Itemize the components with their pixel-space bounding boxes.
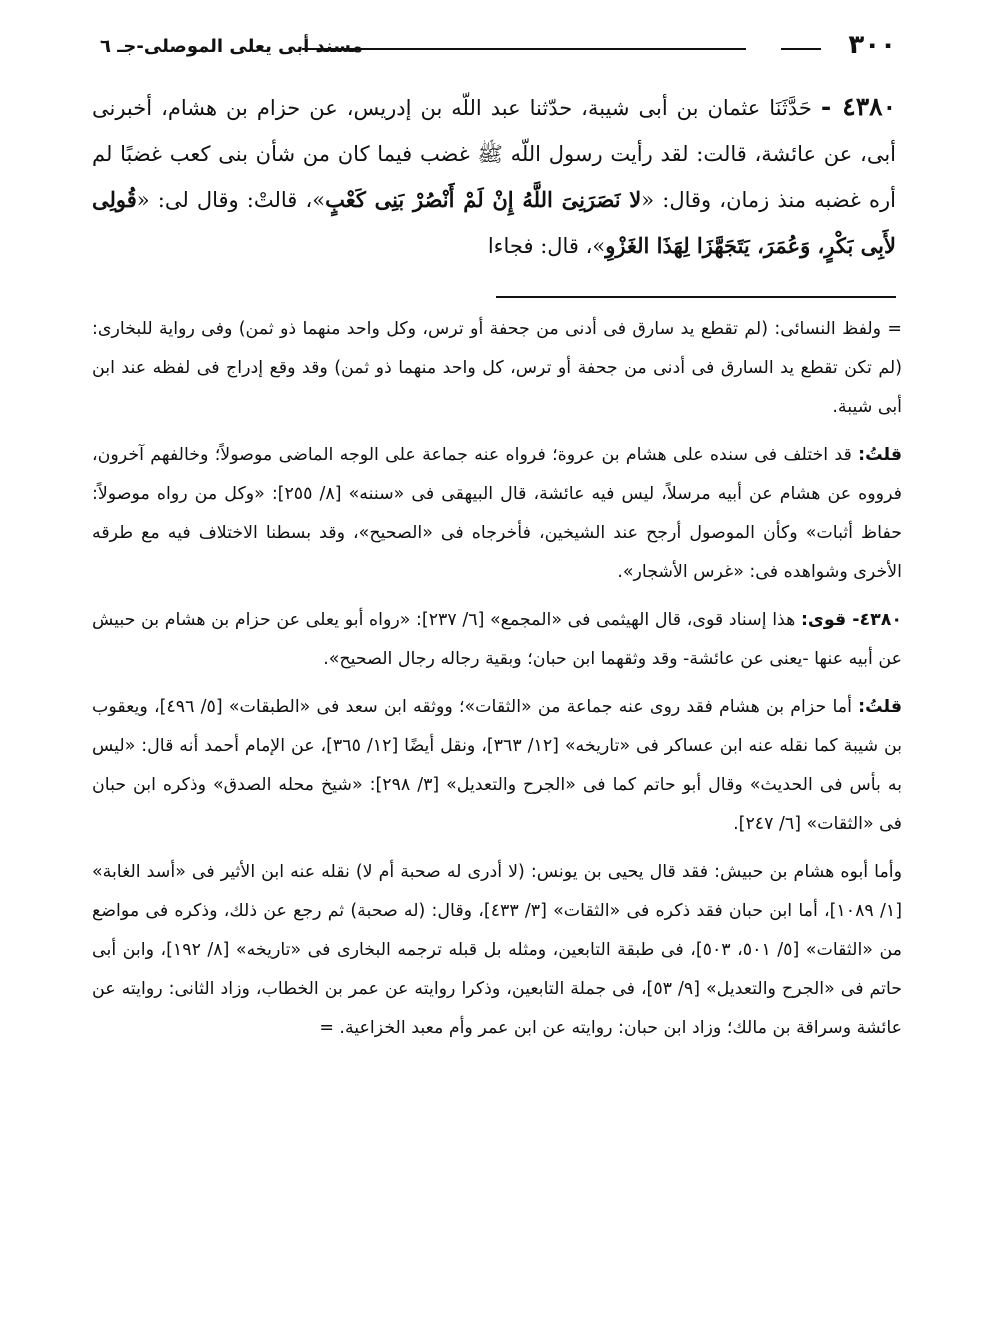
footnote-label: قلتُ: xyxy=(858,445,902,465)
header-rule xyxy=(302,48,746,50)
footnote-separator xyxy=(496,296,896,298)
footnote-paragraph xyxy=(92,310,902,427)
hadith-text xyxy=(92,84,896,269)
footnote-paragraph xyxy=(92,601,902,679)
footnote-paragraph xyxy=(92,436,902,592)
header-rule-short xyxy=(781,48,821,50)
footnotes xyxy=(92,310,902,1057)
prophet-quote-1: لا نَصَرَنِىَ اللَّهُ إِنْ لَمْ أَنْصُرْ بَنِى كَعْبٍ xyxy=(325,187,642,212)
book-title: مسند أبى يعلى الموصلى-جـ ٦ xyxy=(100,36,363,57)
hadith-chain: حَدَّثَنَا عثمان بن أبى شيبة، حدّثنا عبد اللّه بن إدريس، عن حزام بن هشام، أخبرنى أبى، عن عائشة، قالت: لقد رأيت رسول اللّه ﷺ غضب فيما كان من شأن بنى كعب غضبًا لم أره غضبه منذ زمان، وقال: « xyxy=(92,96,896,212)
page-number: ٣٠٠ xyxy=(848,30,896,60)
hadith-number: ٤٣٨٠ - xyxy=(820,92,896,121)
prophet-quote-2: قُولِى لأَبِى بَكْرٍ، وَعُمَرَ، يَتَجَهَّزَا لِهَذَا الغَزْوِ xyxy=(92,187,896,258)
footnote-text: = ولفظ النسائى: (لم تقطع يد سارق فى أدنى من جحفة أو ترس، وكل واحد منهما ذو ثمن) وفى رواية للبخارى: (لم تكن تقطع يد السارق فى أدنى من جحفة أو ترس، كل واحد منهما ذو ثمن) وقد وقع إدراج فى لفظه عند ابن أبى شيبة. xyxy=(92,319,902,417)
hadith-ending: »، قال: فجاءا xyxy=(487,234,606,258)
footnote-text: وأما أبوه هشام بن حبيش: فقد قال يحيى بن يونس: (لا أدرى له صحبة أم لا) نقله عنه ابن الأثير فى «أسد الغابة» [١/ ١٠٨٩]، أما ابن حبان فقد ذكره فى «الثقات» [٣/ ٤٣٣]، وقال: (له صحبة) ثم رجع عن ذلك، وذكره فى مواضع من «الثقات» [٥/ ٥٠١، ٥٠٣]، فى طبقة التابعين، ومثله بل قبله ترجمه البخارى فى «تاريخه» [٨/ ١٩٢]، وابن أبى حاتم فى «الجرح والتعديل» [٩/ ٥٣]، فى جملة التابعين، وذكرا روايته عن عمر بن الخطاب، وزاد الثانى: روايته عن عائشة وسراقة بن مالك؛ وزاد ابن حبان: روايته عن ابن عمر وأم معبد الخزاعية. = xyxy=(92,862,903,1038)
footnote-text: هذا إسناد قوى، قال الهيثمى فى «المجمع» [٦/ ٢٣٧]: «رواه أبو يعلى عن حزام بن هشام بن حبيش عن أبيه عنها -يعنى عن عائشة- وقد وثقهما ابن حبان؛ وبقية رجاله رجال الصحيح». xyxy=(92,610,902,669)
footnote-label: ٤٣٨٠- قوى: xyxy=(800,610,902,630)
footnote-label: قلتُ: xyxy=(858,697,902,717)
hadith-continuation: »، قالتْ: وقال لى: « xyxy=(136,188,326,212)
footnote-text: قد اختلف فى سنده على هشام بن عروة؛ فرواه عنه جماعة على الوجه الماضى موصولاً؛ وخالفهم آخرون، فرووه عن هشام عن أبيه مرسلاً، ليس فيه عائشة، قال البيهقى فى «سننه» [٨/ ٢٥٥]: «وكل من رواه موصولاً: حفاظ أثبات» وكأن الموصول أرجح عند الشيخين، فأخرجاه فى «الصحيح»، وقد بسطنا الاختلاف فيه مع طرقه الأخرى وشواهده فى: «غرس الأشجار». xyxy=(92,445,902,582)
footnote-paragraph xyxy=(92,853,902,1048)
running-header xyxy=(92,30,896,64)
hadith-paragraph xyxy=(92,84,896,269)
footnote-paragraph xyxy=(92,688,902,844)
footnote-text: أما حزام بن هشام فقد روى عنه جماعة من «الثقات»؛ ووثقه ابن سعد فى «الطبقات» [٥/ ٤٩٦]، ويعقوب بن شيبة كما نقله عنه ابن عساكر فى «تاريخه» [١٢/ ٣٦٣]، ونقل أيضًا [١٢/ ٣٦٥]، عن الإمام أحمد أنه قال: «ليس به بأس فى الحديث» وقال أبو حاتم كما فى «الجرح والتعديل» [٣/ ٢٩٨]: «شيخ محله الصدق» وذكره ابن حبان فى «الثقات» [٦/ ٢٤٧]. xyxy=(92,697,903,834)
